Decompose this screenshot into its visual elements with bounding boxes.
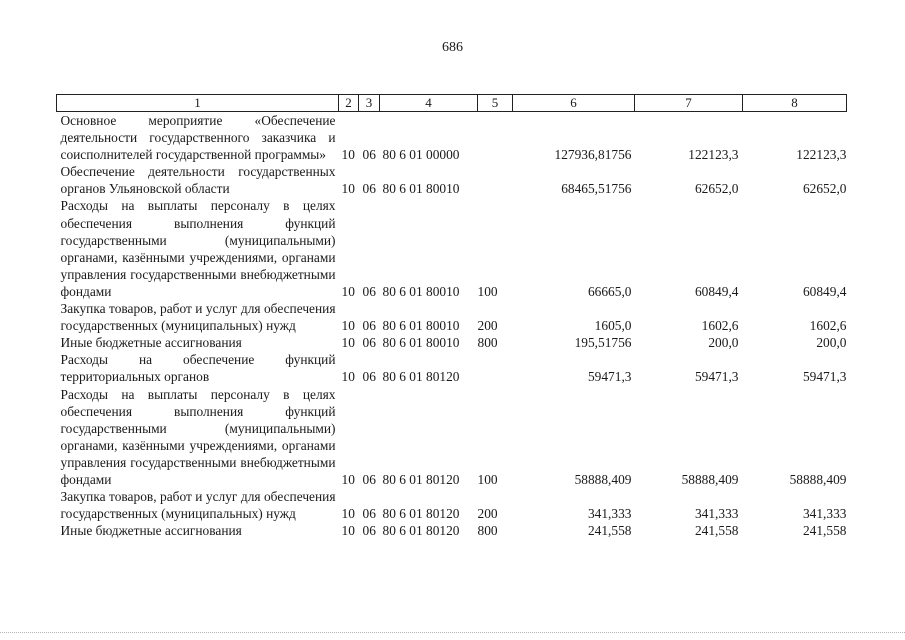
row-section: 10 — [341, 335, 355, 351]
page-number: 686 — [442, 40, 463, 55]
row-value-7: 200,0 — [708, 335, 739, 351]
header-col-1: 1 — [57, 95, 339, 112]
row-section: 10 — [341, 523, 355, 539]
row-value-6: 195,51756 — [574, 335, 632, 351]
row-value-6: 66665,0 — [587, 283, 632, 299]
row-name: Расходы на выплаты персоналу в целях обеспечения выполнения функций государственными (муниципальными) органами, казёнными учреждениями, органами управления государственными внебюджетными фондами — [60, 386, 336, 487]
row-section: 10 — [341, 318, 355, 334]
row-subsection: 06 — [362, 283, 376, 299]
row-value-6: 341,333 — [587, 506, 632, 522]
scan-edge-divider — [0, 632, 905, 633]
table-row — [57, 163, 847, 197]
row-section: 10 — [341, 283, 355, 299]
row-value-8: 241,558 — [802, 523, 847, 539]
row-expense-type: 800 — [477, 335, 498, 351]
header-col-3: 3 — [359, 95, 380, 112]
row-name: Закупка товаров, работ и услуг для обеспечения государственных (муниципальных) нужд — [60, 489, 336, 522]
header-col-5: 5 — [478, 95, 513, 112]
row-expense-type: 800 — [477, 523, 498, 539]
row-value-8: 122123,3 — [796, 147, 847, 163]
row-value-6: 59471,3 — [587, 369, 632, 385]
row-name: Основное мероприятие «Обеспечение деятельности государственного заказчика и соисполнителей государственной программы» — [60, 113, 336, 163]
row-subsection: 06 — [362, 335, 376, 351]
table-row — [57, 197, 847, 300]
budget-table — [56, 94, 847, 539]
row-expense-type — [478, 112, 513, 164]
row-value-6: 1605,0 — [594, 318, 632, 334]
row-target-code: 80 6 01 80120 — [382, 506, 460, 522]
header-row — [57, 95, 847, 112]
row-name: Иные бюджетные ассигнования — [60, 523, 242, 539]
row-expense-type — [478, 163, 513, 197]
row-target-code: 80 6 01 80120 — [382, 523, 460, 539]
row-value-6: 68465,51756 — [561, 181, 632, 197]
row-expense-type: 100 — [477, 283, 498, 299]
row-name: Иные бюджетные ассигнования — [60, 335, 242, 351]
row-target-code: 80 6 01 80010 — [382, 335, 460, 351]
row-target-code: 80 6 01 80010 — [382, 283, 460, 299]
row-section: 10 — [341, 369, 355, 385]
row-section: 10 — [341, 471, 355, 487]
row-value-7: 58888,409 — [681, 471, 739, 487]
row-target-code: 80 6 01 00000 — [382, 147, 460, 163]
row-section: 10 — [341, 181, 355, 197]
header-col-6: 6 — [513, 95, 635, 112]
row-value-8: 58888,409 — [789, 471, 847, 487]
row-value-8: 60849,4 — [802, 283, 847, 299]
table-row — [57, 334, 847, 351]
row-value-8: 62652,0 — [802, 181, 847, 197]
table-row — [57, 522, 847, 539]
row-value-7: 1602,6 — [701, 318, 739, 334]
header-col-7: 7 — [635, 95, 743, 112]
row-subsection: 06 — [362, 506, 376, 522]
row-target-code: 80 6 01 80010 — [382, 181, 460, 197]
table-row — [57, 112, 847, 164]
row-name: Расходы на обеспечение функций территориальных органов — [60, 352, 336, 385]
row-value-6: 241,558 — [587, 523, 632, 539]
row-subsection: 06 — [362, 318, 376, 334]
row-target-code: 80 6 01 80010 — [382, 318, 460, 334]
row-value-8: 200,0 — [816, 335, 847, 351]
row-target-code: 80 6 01 80120 — [382, 471, 460, 487]
row-target-code: 80 6 01 80120 — [382, 369, 460, 385]
table-row — [57, 386, 847, 489]
row-subsection: 06 — [362, 471, 376, 487]
row-expense-type: 100 — [477, 471, 498, 487]
row-value-6: 127936,81756 — [554, 147, 632, 163]
table-row — [57, 488, 847, 522]
row-name: Обеспечение деятельности государственных органов Ульяновской области — [60, 164, 336, 197]
row-subsection: 06 — [362, 181, 376, 197]
table-body — [57, 112, 847, 540]
row-name: Закупка товаров, работ и услуг для обеспечения государственных (муниципальных) нужд — [60, 301, 336, 334]
header-col-8: 8 — [743, 95, 847, 112]
table-row — [57, 300, 847, 334]
table-row — [57, 351, 847, 385]
row-value-7: 122123,3 — [688, 147, 739, 163]
row-expense-type: 200 — [477, 506, 498, 522]
row-value-8: 59471,3 — [802, 369, 847, 385]
row-expense-type: 200 — [477, 318, 498, 334]
row-section: 10 — [341, 506, 355, 522]
row-value-6: 58888,409 — [574, 471, 632, 487]
row-section: 10 — [341, 147, 355, 163]
row-value-7: 341,333 — [694, 506, 739, 522]
row-value-7: 60849,4 — [694, 283, 739, 299]
row-subsection: 06 — [362, 523, 376, 539]
row-value-7: 241,558 — [694, 523, 739, 539]
row-value-7: 59471,3 — [694, 369, 739, 385]
row-subsection: 06 — [362, 369, 376, 385]
row-value-7: 62652,0 — [694, 181, 739, 197]
row-value-8: 341,333 — [802, 506, 847, 522]
row-value-8: 1602,6 — [809, 318, 847, 334]
row-subsection: 06 — [362, 147, 376, 163]
header-col-4: 4 — [380, 95, 478, 112]
row-expense-type — [478, 351, 513, 385]
table-header — [57, 95, 847, 112]
row-name: Расходы на выплаты персоналу в целях обеспечения выполнения функций государственными (муниципальными) органами, казёнными учреждениями, органами управления государственными внебюджетными фондами — [60, 198, 336, 299]
header-col-2: 2 — [339, 95, 359, 112]
